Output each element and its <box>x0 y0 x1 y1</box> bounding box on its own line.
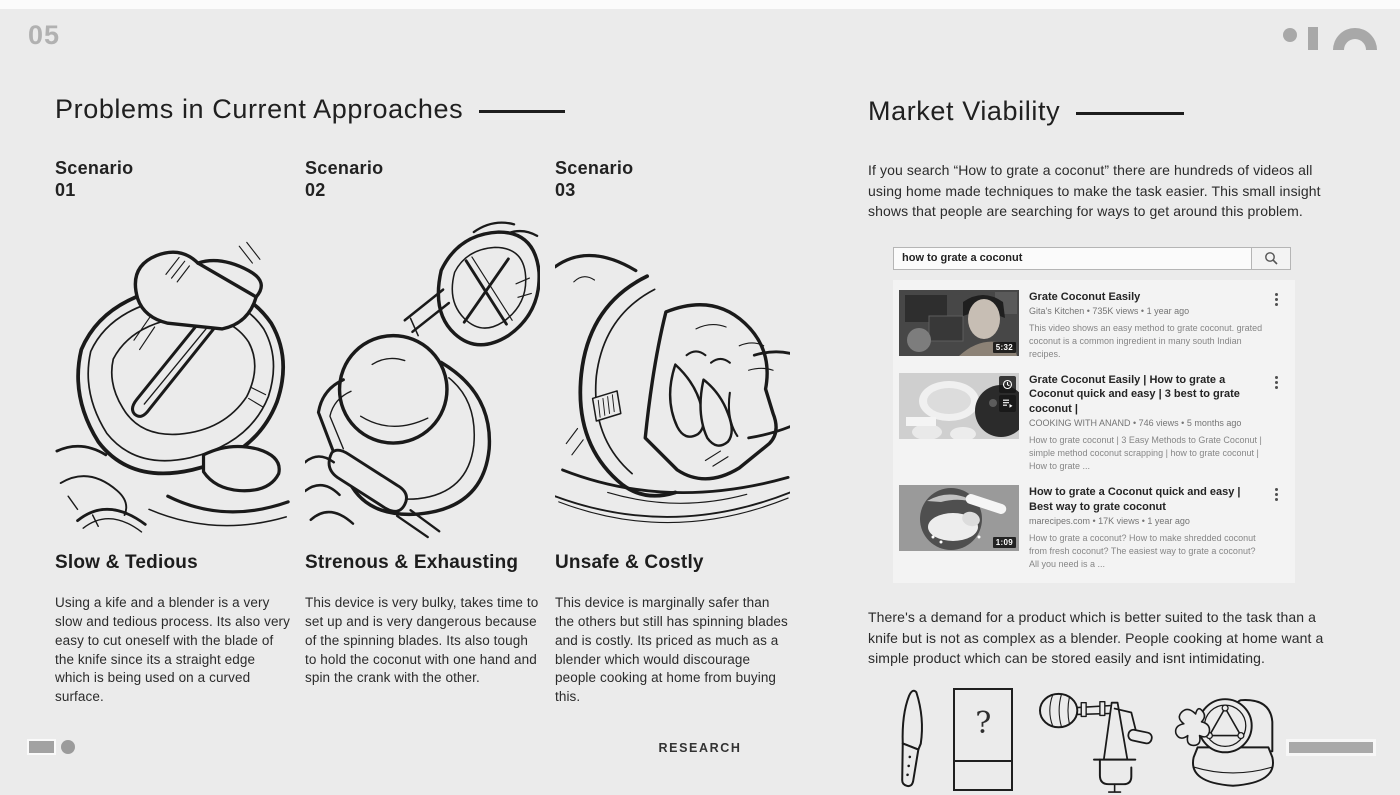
proposed-product-placeholder <box>953 688 1013 791</box>
video-thumbnail[interactable] <box>899 290 1019 356</box>
video-meta: Gita's Kitchen • 735K views • 1 year ago <box>1029 306 1190 317</box>
watch-later-icon[interactable] <box>999 376 1016 393</box>
kitchen-knife-icon <box>886 687 935 792</box>
scenario-column-1 <box>55 158 290 707</box>
video-description: How to grate a coconut? How to make shredded coconut from fresh coconut? The easiest way to grate a coconut? All you need is a ... <box>1029 532 1256 569</box>
problems-section-header <box>55 94 565 125</box>
video-text <box>1029 373 1265 473</box>
scenario-column-3 <box>555 158 790 707</box>
logo-bar-shape <box>1308 27 1318 50</box>
scenario-heading: Unsafe & Costly <box>555 551 704 573</box>
video-duration-badge: 5:32 <box>993 342 1016 353</box>
video-thumbnail[interactable] <box>899 373 1019 439</box>
video-title[interactable]: Grate Coconut Easily | How to grate a Coconut quick and easy | 3 best to grate coconut | <box>1029 374 1240 415</box>
footer-left-rect-mark <box>27 739 56 755</box>
video-result-row[interactable] <box>893 479 1295 577</box>
footer-left-dot-mark <box>61 740 75 754</box>
page-number: 05 <box>28 20 61 50</box>
video-result-row[interactable] <box>893 284 1295 367</box>
video-text <box>1029 290 1265 361</box>
scenario-body: This device is very bulky, takes time to set up and is very dangerous because of the spinning blades. Its also tough to hold the coconut with one hand and spin the crank with the other. <box>305 594 539 686</box>
add-to-queue-icon[interactable] <box>999 395 1016 412</box>
search-bar <box>893 247 1291 270</box>
scenario-column-2 <box>305 158 540 707</box>
product-options-row <box>890 685 1292 795</box>
electric-scraper-icon <box>1174 688 1292 792</box>
search-input[interactable] <box>893 247 1252 270</box>
video-title[interactable]: How to grate a Coconut quick and easy | Best way to grate coconut <box>1029 486 1241 513</box>
video-menu-button[interactable] <box>1275 373 1287 473</box>
logo-dot-shape <box>1283 28 1297 42</box>
top-margin-strip <box>0 0 1400 9</box>
logo-arch-shape <box>1333 28 1377 50</box>
video-menu-button[interactable] <box>1275 290 1287 361</box>
scenario-word: Scenario <box>55 158 134 178</box>
scenario-body: Using a kife and a blender is a very slow and tedious process. Its also very easy to cut oneself with the blade of the knife since its a straight edge which is being used on a curved surface. <box>55 594 291 705</box>
video-text <box>1029 485 1265 571</box>
crank-scraper-illustration <box>305 208 540 540</box>
footer-right-bar-mark <box>1286 739 1376 756</box>
scenario-number: 03 <box>555 179 576 200</box>
kebab-menu-icon <box>1275 376 1278 379</box>
market-section <box>868 96 1330 795</box>
video-meta: marecipes.com • 17K views • 1 year ago <box>1029 515 1190 526</box>
market-conclusion-text: There's a demand for a product which is better suited to the task than a knife but is not as complex as a blender. People cooking at home want a simple product which can be stored easily and isnt intimidating. <box>868 608 1324 667</box>
scenario-label <box>555 158 790 202</box>
problems-section-title: Problems in Current Approaches <box>55 94 464 124</box>
scenario-label <box>55 158 290 202</box>
scenarios-grid <box>55 158 795 707</box>
knife-coconut-illustration <box>55 208 290 540</box>
video-description: How to grate coconut | 3 Easy Methods to Grate Coconut | simple method coconut scrapping | how to grate coconut | How to grate ... <box>1029 435 1262 472</box>
scenario-label <box>305 158 540 202</box>
video-description: This video shows an easy method to grate coconut. grated coconut is a common ingredient in many south Indian recipes. <box>1029 323 1263 360</box>
scenario-heading: Slow & Tedious <box>55 551 198 573</box>
hand-crank-scraper-icon <box>1035 685 1153 795</box>
heading-rule <box>1076 112 1184 115</box>
magnifier-icon <box>1264 251 1278 265</box>
video-thumbnail[interactable] <box>899 485 1019 551</box>
search-button[interactable] <box>1252 247 1291 270</box>
kebab-menu-icon <box>1275 488 1278 491</box>
market-section-header <box>868 96 1330 127</box>
brand-logo-fragment <box>1283 27 1379 53</box>
scenario-number: 01 <box>55 179 76 200</box>
video-result-row[interactable] <box>893 367 1295 479</box>
video-meta: COOKING WITH ANAND • 746 views • 5 months ago <box>1029 418 1242 429</box>
scenario-word: Scenario <box>555 158 634 178</box>
scenario-body: This device is marginally safer than the others but still has spinning blades and is costly. Its priced as much as a blender which would discourage people cooking at home from buying this. <box>555 594 788 705</box>
thumbnail-actions <box>999 376 1016 412</box>
market-section-title: Market Viability <box>868 96 1061 126</box>
video-duration-badge: 1:09 <box>993 537 1016 548</box>
scenario-number: 02 <box>305 179 326 200</box>
video-title[interactable]: Grate Coconut Easily <box>1029 290 1141 303</box>
search-results-card <box>893 280 1295 583</box>
heading-rule <box>479 110 565 113</box>
question-mark: ? <box>975 706 992 742</box>
scenario-heading: Strenous & Exhausting <box>305 551 519 573</box>
footer-section-label: RESEARCH <box>658 741 742 755</box>
video-menu-button[interactable] <box>1275 485 1287 571</box>
scenario-word: Scenario <box>305 158 384 178</box>
placeholder-divider <box>955 760 1011 762</box>
electric-grater-illustration <box>555 208 790 540</box>
kebab-menu-icon <box>1275 293 1278 296</box>
market-intro-text: If you search “How to grate a coconut” there are hundreds of videos all using home made techniques to make the task easier. This small insight shows that people are searching for ways to get around this problem. <box>868 162 1321 220</box>
